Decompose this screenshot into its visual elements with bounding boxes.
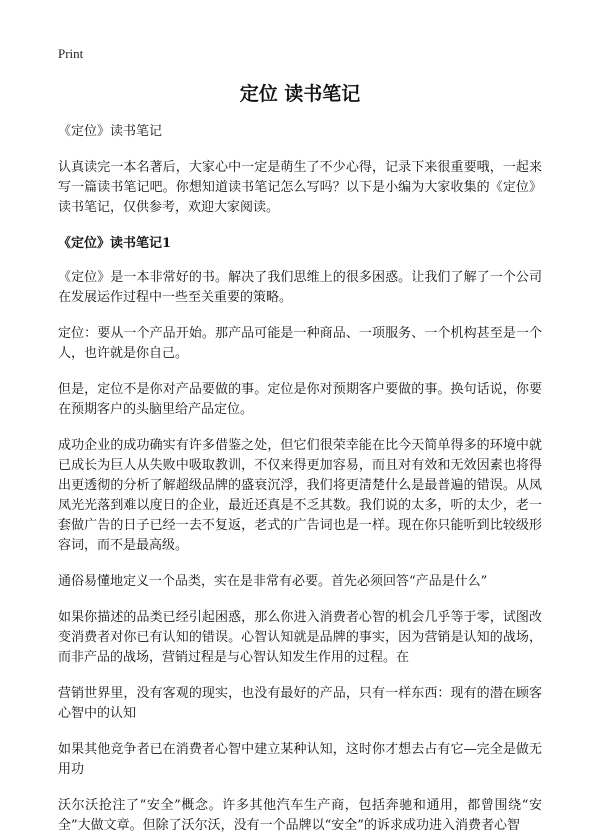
body-paragraph: 营销世界里，没有客观的现实，也没有最好的产品，只有一样东西：现有的潜在顾客心智中的认知 [58, 686, 542, 721]
body-paragraph: 沃尔沃抢注了“安全”概念。许多其他汽车生产商，包括奔驰和通用，都曾围绕“安全”大做文章。但除了沃尔沃，没有一个品牌以“安全”的诉求成功进入消费者心智 [58, 798, 542, 833]
section-heading: 《定位》读书笔记1 [58, 236, 172, 251]
body-paragraph: 通俗易懂地定义一个品类，实在是非常有必要。首先必须回答“产品是什么” [58, 574, 488, 589]
body-paragraph: 如果其他竞争者已在消费者心智中建立某种认知，这时你才想去占有它—完全是做无用功 [58, 742, 542, 777]
body-paragraph: 定位：要从一个产品开始。那产品可能是一种商品、一项服务、一个机构甚至是一个人，也许就是你自己。 [58, 326, 542, 361]
body-paragraph: 但是，定位不是你对产品要做的事。定位是你对预期客户要做的事。换句话说，你要在预期客户的头脑里给产品定位。 [58, 382, 542, 417]
intro-paragraph: 认真读完一本名著后，大家心中一定是萌生了不少心得，记录下来很重要哦，一起来写一篇读书笔记吧。你想知道读书笔记怎么写吗？以下是小编为大家收集的《定位》读书笔记，仅供参考，欢迎大家阅读。 [58, 160, 542, 215]
print-label: Print [58, 46, 84, 61]
body-paragraph: 如果你描述的品类已经引起困惑，那么你进入消费者心智的机会几乎等于零，试图改变消费者对你已有认知的错误。心智认知就是品牌的事实，因为营销是认知的战场，而非产品的战场，营销过程是与心智认知发生作用的过程。在 [58, 610, 542, 665]
document-title: 定位 读书笔记 [239, 83, 361, 105]
document-subtitle: 《定位》读书笔记 [58, 124, 163, 139]
body-paragraph: 《定位》是一本非常好的书。解决了我们思维上的很多困惑。让我们了解了一个公司在发展运作过程中一些至关重要的策略。 [58, 270, 542, 305]
body-paragraph: 成功企业的成功确实有许多借鉴之处，但它们很荣幸能在比今天简单得多的环境中就已成长为巨人从失败中吸取教训，不仅来得更加容易，而且对有效和无效因素也将得出更透彻的分析了解超级品牌的盛衰沉浮，我们将更清楚什么是最普遍的错误。从凤凤光光落到难以度日的企业，最近还真是不乏其数。我们说的太多，听的太少，老一套做广告的日子已经一去不复返，老式的广告词也是一样。现在你只能听到比较级形容词，而不是最高级。 [58, 438, 542, 553]
